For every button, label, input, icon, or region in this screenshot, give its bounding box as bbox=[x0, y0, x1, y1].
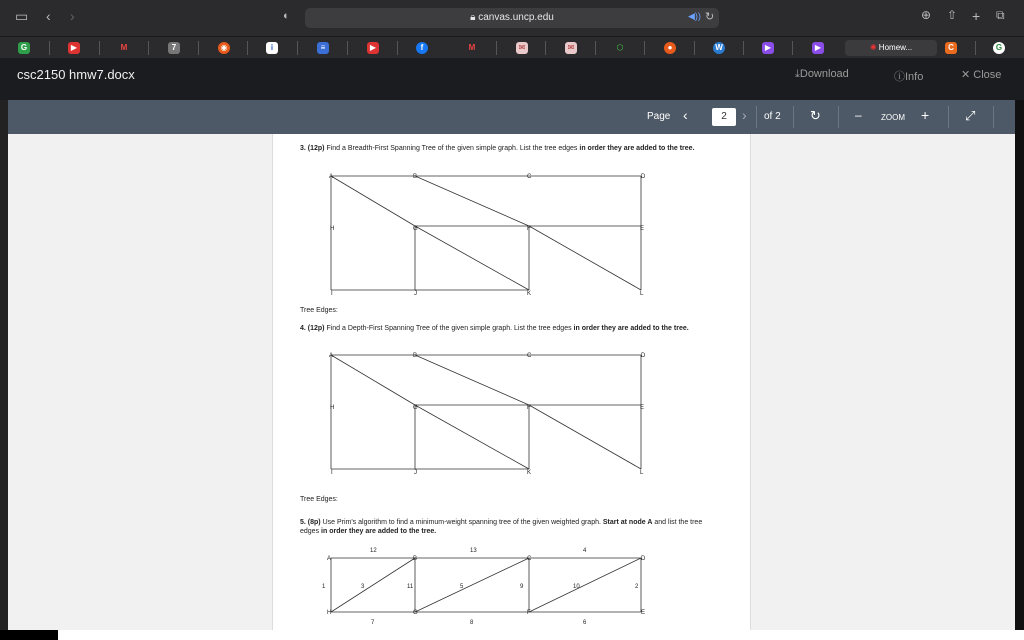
weight-HG: 7 bbox=[371, 620, 375, 626]
google-icon[interactable]: G bbox=[993, 42, 1005, 54]
graph-bfs bbox=[273, 168, 752, 300]
weight-CF: 9 bbox=[520, 584, 524, 590]
node-D: D bbox=[641, 174, 646, 180]
node-G: G bbox=[413, 405, 418, 411]
fullscreen-icon[interactable]: ⤢ bbox=[965, 108, 976, 123]
fav-icon-1[interactable]: G bbox=[18, 42, 30, 54]
node-G: G bbox=[413, 226, 418, 232]
question-5: 5. (8p) Use Prim's algorithm to find a minimum-weight spanning tree of the given weighted graph. Start at node A and list the tree edges in order they are added to the tree. bbox=[300, 519, 703, 535]
browser-toolbar bbox=[0, 0, 1024, 36]
weight-BF: 5 bbox=[460, 584, 464, 590]
node-J: J bbox=[414, 470, 417, 476]
graph-weighted bbox=[273, 544, 752, 630]
node-L: L bbox=[640, 291, 644, 297]
node-C: C bbox=[527, 556, 532, 562]
node-A: A bbox=[329, 174, 334, 180]
tab-homework-label: Homew... bbox=[878, 43, 913, 52]
lock-icon: 🔒︎ bbox=[470, 12, 479, 23]
node-D: D bbox=[641, 353, 646, 359]
node-C: C bbox=[527, 353, 532, 359]
weight-AG: 3 bbox=[361, 584, 365, 590]
document-header bbox=[0, 58, 1024, 100]
close-icon: ✕ bbox=[961, 69, 974, 81]
tab-homework[interactable] bbox=[845, 40, 937, 56]
tab-overview-icon[interactable]: ⧉ bbox=[996, 8, 1005, 22]
facebook-icon[interactable]: f bbox=[416, 42, 428, 54]
node-E: E bbox=[640, 405, 645, 411]
zoom-in-button[interactable]: + bbox=[921, 107, 930, 123]
twitch-icon[interactable]: ▶ bbox=[762, 42, 774, 54]
weight-GF: 8 bbox=[470, 620, 474, 626]
left-edge bbox=[0, 100, 8, 630]
node-D: D bbox=[641, 556, 646, 562]
node-E: E bbox=[640, 226, 645, 232]
gmail-icon-2[interactable]: M bbox=[468, 43, 476, 52]
weight-BC: 13 bbox=[470, 548, 477, 554]
reload-icon[interactable]: ↻ bbox=[705, 11, 715, 23]
page-label: Page bbox=[647, 111, 671, 122]
next-page-icon[interactable]: › bbox=[742, 107, 747, 123]
document-page bbox=[272, 134, 751, 630]
reddit-icon-2[interactable]: ● bbox=[664, 42, 676, 54]
node-I: I bbox=[331, 470, 333, 476]
node-H: H bbox=[330, 405, 335, 411]
page-total: of 2 bbox=[764, 111, 781, 122]
node-A: A bbox=[329, 353, 334, 359]
fav-icon-7[interactable]: 7 bbox=[168, 42, 180, 54]
node-K: K bbox=[527, 470, 532, 476]
weight-CD: 4 bbox=[583, 548, 587, 554]
twitch-icon-2[interactable]: ▶ bbox=[812, 42, 824, 54]
question-3: 3. (12p) Find a Breadth-First Spanning Tree of the given simple graph. List the tree edges in order they are added to the tree. bbox=[300, 145, 695, 152]
info-button[interactable]: ⓘInfo bbox=[894, 71, 924, 83]
zoom-out-button[interactable]: – bbox=[855, 108, 862, 122]
back-icon[interactable]: ‹ bbox=[46, 8, 51, 24]
weight-BG: 11 bbox=[407, 584, 414, 590]
canvas-icon: ✺ bbox=[869, 43, 879, 52]
weight-FE: 6 bbox=[583, 620, 587, 626]
reddit-icon[interactable]: ◉ bbox=[218, 42, 230, 54]
document-viewer[interactable] bbox=[8, 134, 1015, 630]
docs-icon[interactable]: ≡ bbox=[317, 42, 329, 54]
node-G: G bbox=[413, 610, 418, 616]
node-H: H bbox=[330, 226, 335, 232]
rotate-icon[interactable]: ↻ bbox=[810, 108, 821, 123]
weight-AH: 1 bbox=[322, 584, 326, 590]
weight-AB: 12 bbox=[370, 548, 377, 554]
node-B: B bbox=[413, 556, 418, 562]
mail-site-icon-2[interactable]: ✉ bbox=[565, 42, 577, 54]
viewer-toolbar bbox=[8, 100, 1015, 134]
question-4: 4. (12p) Find a Depth-First Spanning Tree of the given simple graph. List the tree edges in order they are added to the tree. bbox=[300, 325, 689, 332]
cube-icon[interactable]: ⬡ bbox=[616, 43, 624, 52]
node-H: H bbox=[327, 610, 332, 616]
node-F: F bbox=[527, 226, 531, 232]
info-site-icon[interactable]: i bbox=[266, 42, 278, 54]
node-F: F bbox=[527, 610, 531, 616]
node-J: J bbox=[414, 291, 417, 297]
address-bar[interactable] bbox=[305, 8, 719, 28]
favorites-bar bbox=[0, 36, 1024, 58]
document-title: csc2150 hmw7.docx bbox=[17, 67, 135, 82]
node-F: F bbox=[527, 405, 531, 411]
new-tab-icon[interactable]: + bbox=[972, 8, 981, 24]
gmail-icon[interactable]: M bbox=[120, 43, 128, 52]
zoom-label: ZOOM bbox=[881, 113, 905, 122]
download-button[interactable]: ⤓Download bbox=[795, 68, 849, 80]
youtube-icon[interactable]: ▶ bbox=[68, 42, 80, 54]
sidebar-icon[interactable]: ▭ bbox=[15, 8, 29, 24]
graph-dfs bbox=[273, 347, 752, 479]
forward-icon[interactable]: › bbox=[70, 8, 75, 24]
tree-edges-label-4: Tree Edges: bbox=[300, 496, 338, 503]
share-icon[interactable]: ⇧ bbox=[947, 8, 958, 22]
node-B: B bbox=[413, 353, 418, 359]
node-B: B bbox=[413, 174, 418, 180]
download-icon: ⤓ bbox=[795, 68, 800, 80]
address-url: canvas.uncp.edu bbox=[478, 12, 554, 23]
mail-site-icon[interactable]: ✉ bbox=[516, 42, 528, 54]
node-E: E bbox=[641, 610, 646, 616]
bottom-strip bbox=[0, 630, 1024, 640]
audio-icon[interactable]: ◀)) bbox=[688, 11, 701, 21]
download-circle-icon[interactable]: ⊕ bbox=[921, 8, 932, 22]
page-number-input[interactable]: 2 bbox=[712, 108, 736, 126]
node-A: A bbox=[327, 556, 332, 562]
wordpress-icon[interactable]: W bbox=[713, 42, 725, 54]
node-L: L bbox=[640, 470, 644, 476]
privacy-shield-icon[interactable]: ◐ bbox=[283, 10, 290, 22]
info-icon: ⓘ bbox=[894, 71, 905, 83]
weight-CE: 10 bbox=[573, 584, 580, 590]
weight-DE: 2 bbox=[635, 584, 639, 590]
c-site-icon[interactable]: C bbox=[945, 42, 957, 54]
node-C: C bbox=[527, 174, 532, 180]
youtube-icon-2[interactable]: ▶ bbox=[367, 42, 379, 54]
close-button[interactable]: ✕ Close bbox=[961, 69, 1002, 81]
prev-page-icon[interactable]: ‹ bbox=[683, 107, 688, 123]
node-K: K bbox=[527, 291, 532, 297]
node-I: I bbox=[331, 291, 333, 297]
tree-edges-label-3: Tree Edges: bbox=[300, 307, 338, 314]
